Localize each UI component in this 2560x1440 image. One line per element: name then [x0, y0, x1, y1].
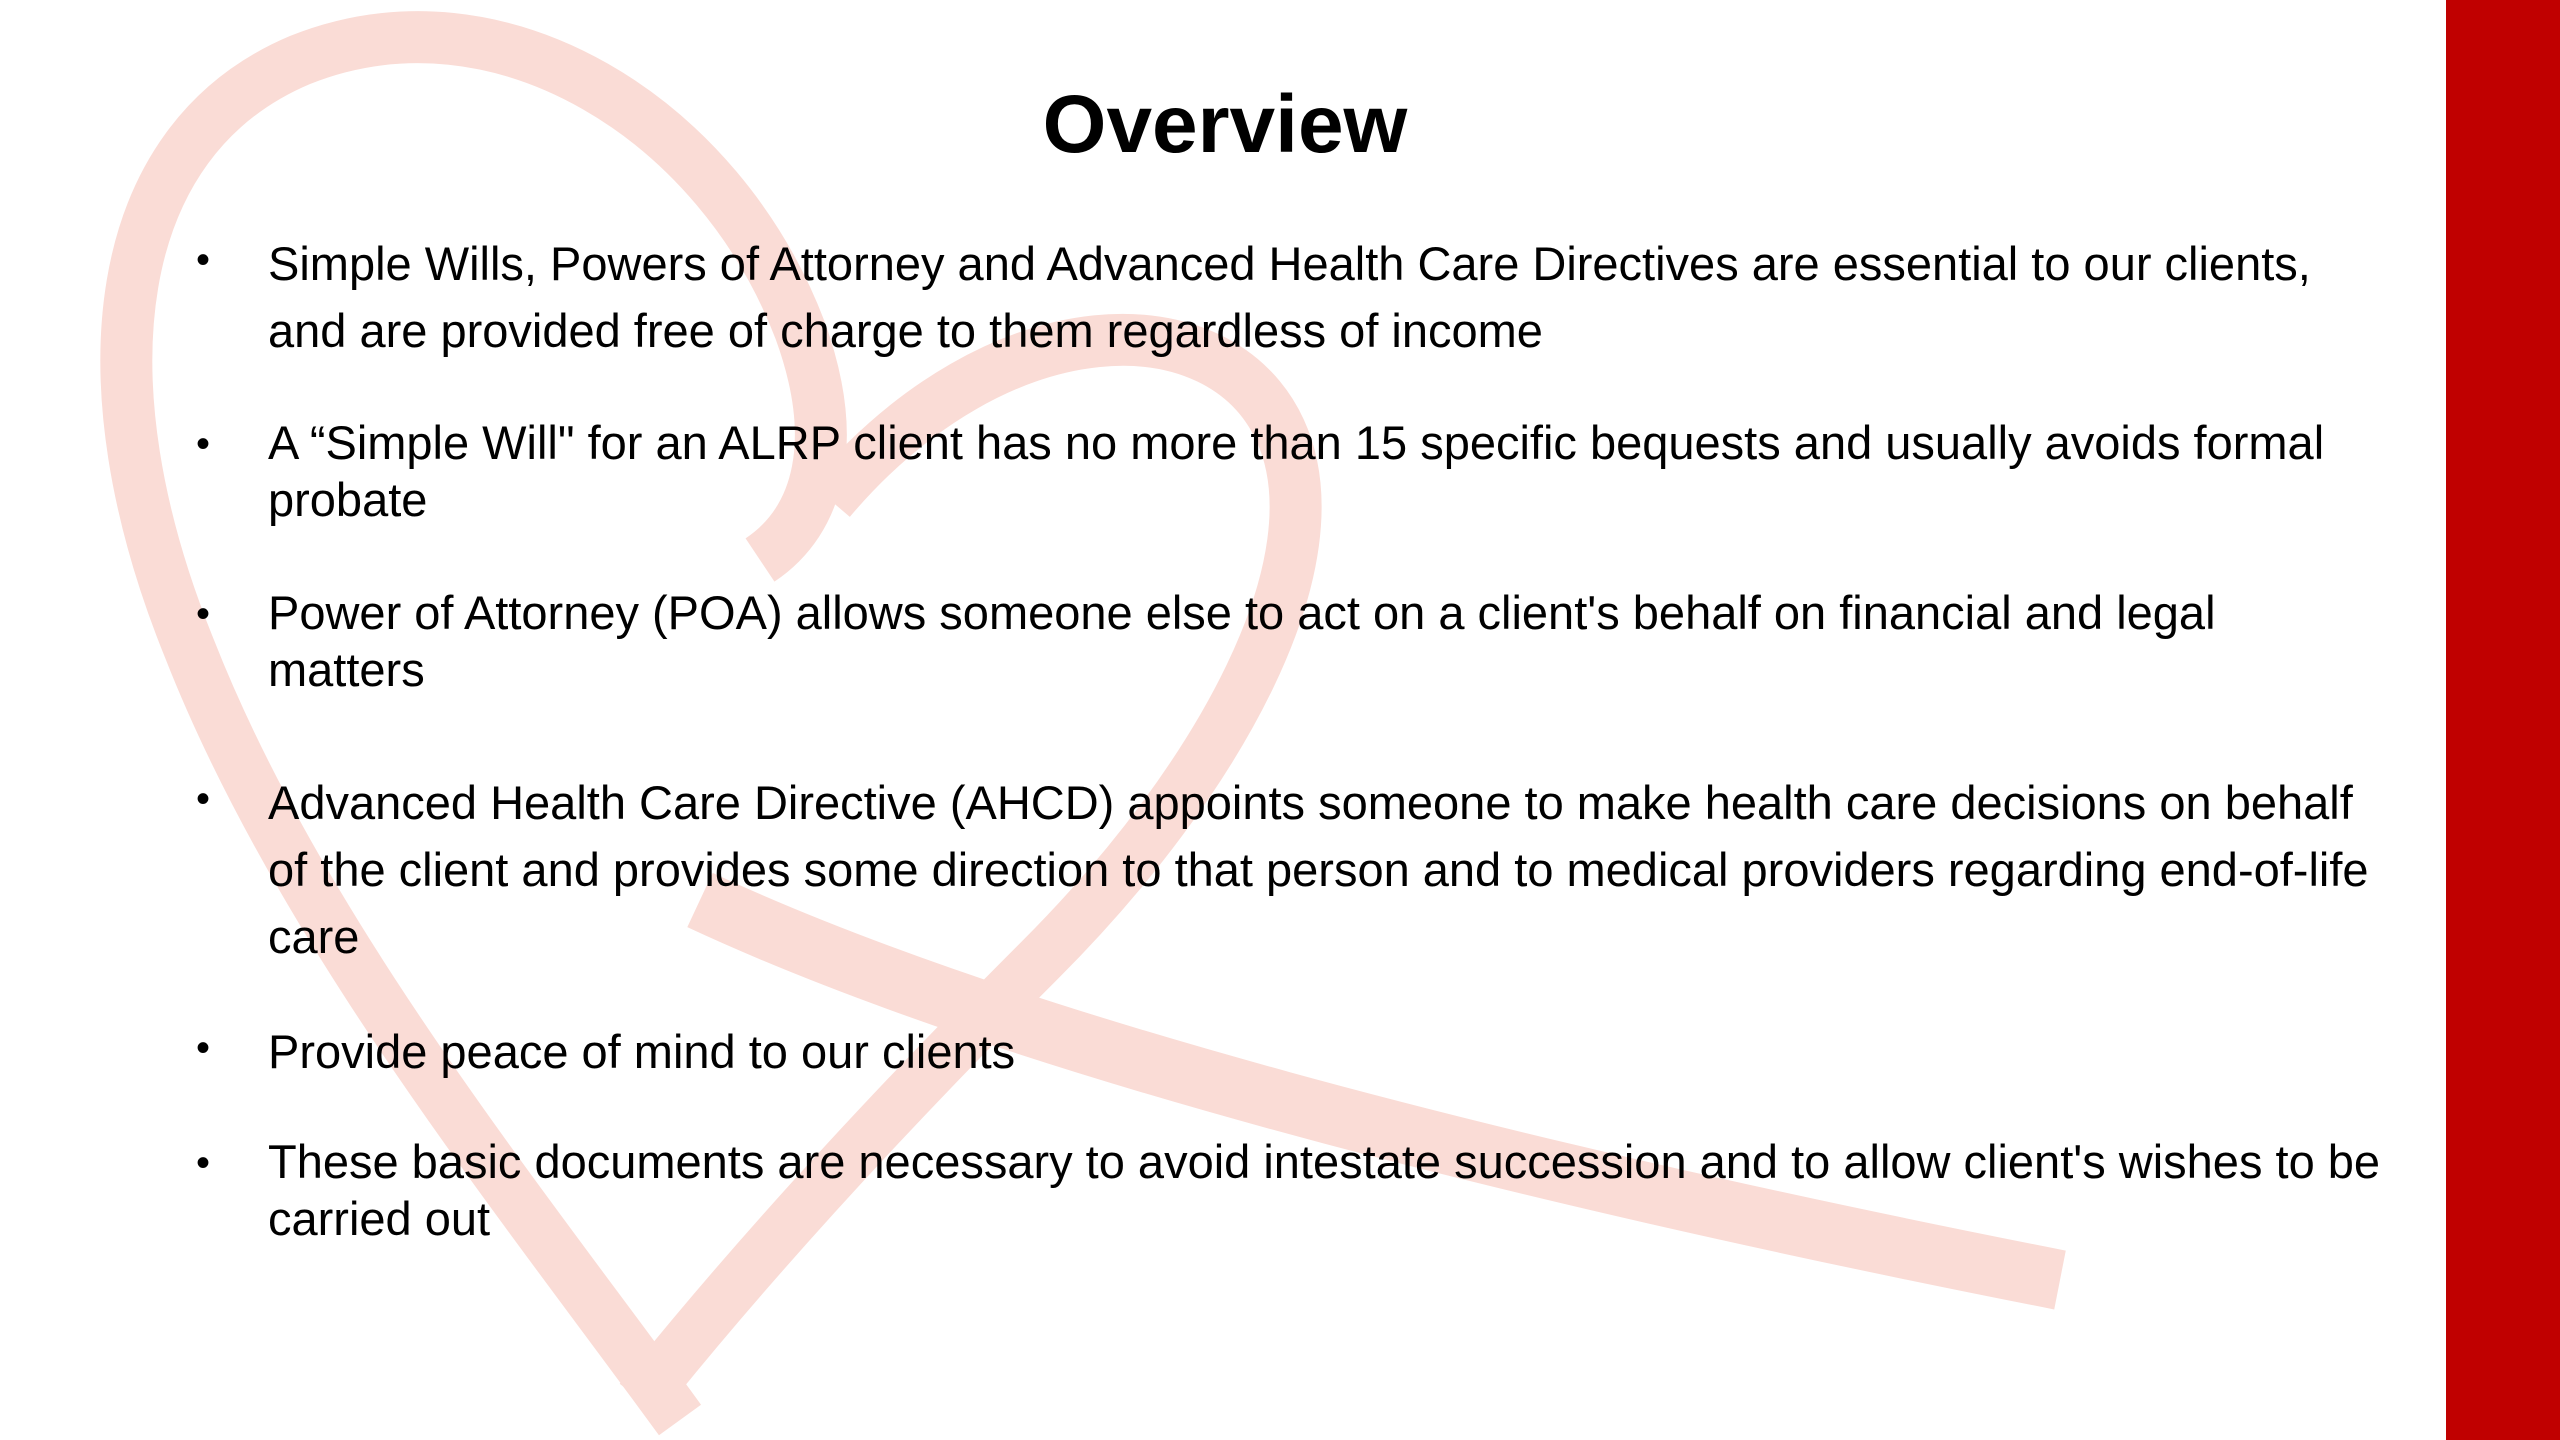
- slide-title: Overview: [1042, 79, 1408, 170]
- bullet-item: [184, 769, 2384, 970]
- bullet-text: Advanced Health Care Directive (AHCD) appoints someone to make health care decisions on behalf of the client and provides some direction to that person and to medical providers regarding end-of-life care: [268, 776, 2369, 963]
- bullet-text: Power of Attorney (POA) allows someone else to act on a client's behalf on financial and legal matters: [268, 586, 2216, 696]
- bullet-icon: •: [196, 238, 211, 282]
- bullet-text: Provide peace of mind to our clients: [268, 1025, 1016, 1078]
- bullet-icon: •: [196, 1026, 211, 1070]
- bullet-item: [184, 230, 2384, 364]
- bullet-text: Simple Wills, Powers of Attorney and Advanced Health Care Directives are essential to our clients, and are provided free of charge to them regardless of income: [268, 237, 2311, 357]
- bullet-text: These basic documents are necessary to avoid intestate succession and to allow client's wishes to be carried out: [268, 1135, 2381, 1245]
- bullet-text: A “Simple Will" for an ALRP client has no more than 15 specific bequests and usually avoids formal probate: [268, 416, 2325, 526]
- bullet-list: [184, 230, 2384, 1247]
- bullet-item: [184, 1133, 2384, 1247]
- bullet-item: [184, 1018, 2384, 1085]
- bullet-icon: •: [196, 422, 211, 466]
- accent-side-bar: [2446, 0, 2560, 1440]
- bullet-icon: •: [196, 592, 211, 636]
- bullet-item: [184, 414, 2384, 528]
- bullet-item: [184, 584, 2384, 698]
- bullet-icon: •: [196, 777, 211, 821]
- bullet-icon: •: [196, 1141, 211, 1185]
